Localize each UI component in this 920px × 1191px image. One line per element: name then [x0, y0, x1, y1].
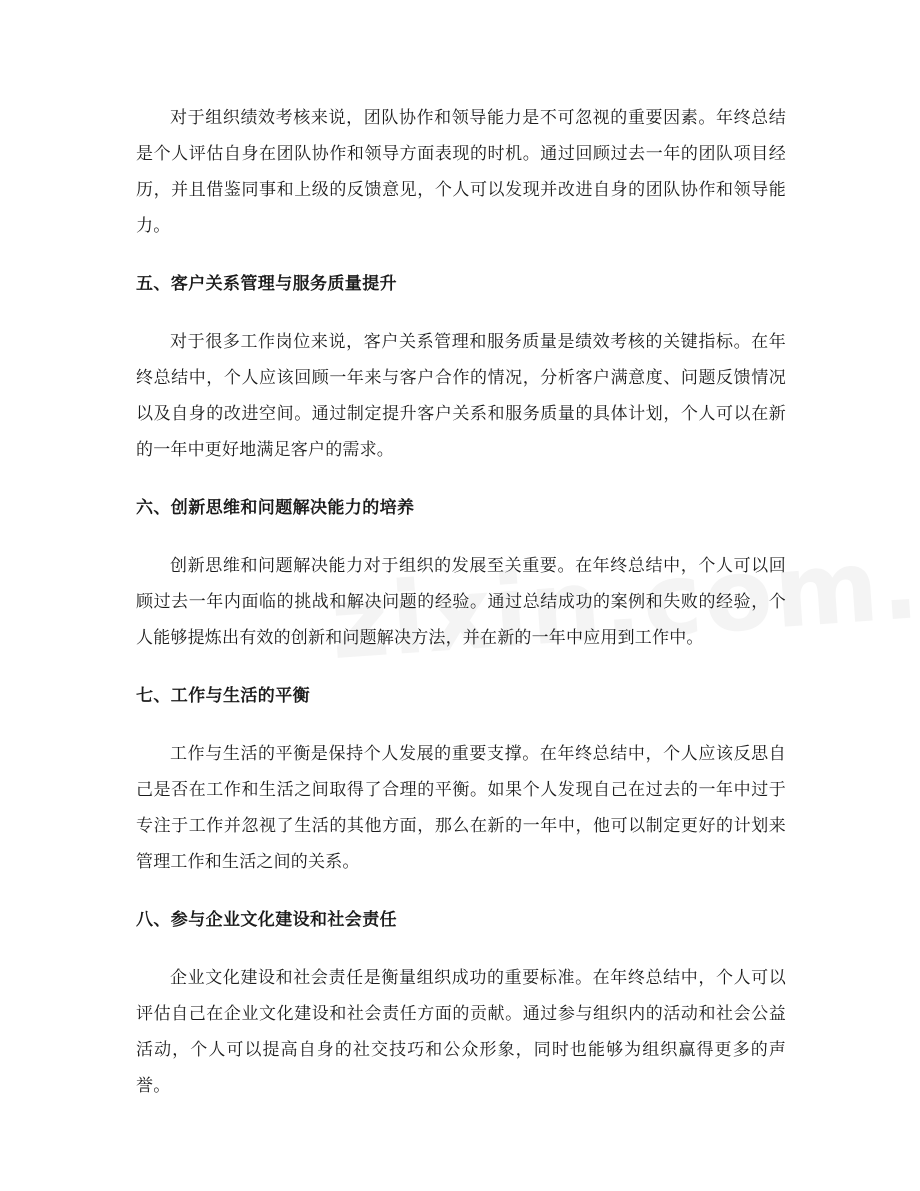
section-6-paragraph: 创新思维和问题解决能力对于组织的发展至关重要。在年终总结中，个人可以回顾过去一年内面临的挑战和解决问题的经验。通过总结成功的案例和失败的经验，个人能够提炼出有效的创新和问题解决方法，并在新的一年中应用到工作中。 — [136, 556, 786, 648]
intro-paragraph: 对于组织绩效考核来说，团队协作和领导能力是不可忽视的重要因素。年终总结是个人评估自身在团队协作和领导方面表现的时机。通过回顾过去一年的团队项目经历，并且借鉴同事和上级的反馈意见，个人可以发现并改进自身的团队协作和领导能力。 — [136, 108, 786, 236]
section-5-heading: 五、客户关系管理与服务质量提升 — [136, 274, 397, 294]
section-8-paragraph: 企业文化建设和社会责任是衡量组织成功的重要标准。在年终总结中，个人可以评估自己在企业文化建设和社会责任方面的贡献。通过参与组织内的活动和社会公益活动，个人可以提高自身的社交技巧和公众形象，同时也能够为组织赢得更多的声誉。 — [136, 968, 786, 1096]
section-6-heading: 六、创新思维和问题解决能力的培养 — [136, 498, 415, 518]
section-7-paragraph: 工作与生活的平衡是保持个人发展的重要支撑。在年终总结中，个人应该反思自己是否在工作和生活之间取得了合理的平衡。如果个人发现自己在过去的一年中过于专注于工作并忽视了生活的其他方面，那么在新的一年中，他可以制定更好的计划来管理工作和生活之间的关系。 — [136, 744, 786, 872]
section-7-heading: 七、工作与生活的平衡 — [136, 686, 310, 706]
section-8-heading: 八、参与企业文化建设和社会责任 — [136, 910, 397, 930]
section-5-paragraph: 对于很多工作岗位来说，客户关系管理和服务质量是绩效考核的关键指标。在年终总结中，个人应该回顾一年来与客户合作的情况，分析客户满意度、问题反馈情况以及自身的改进空间。通过制定提升客户关系和服务质量的具体计划，个人可以在新的一年中更好地满足客户的需求。 — [136, 332, 786, 460]
document-page — [136, 100, 786, 1104]
